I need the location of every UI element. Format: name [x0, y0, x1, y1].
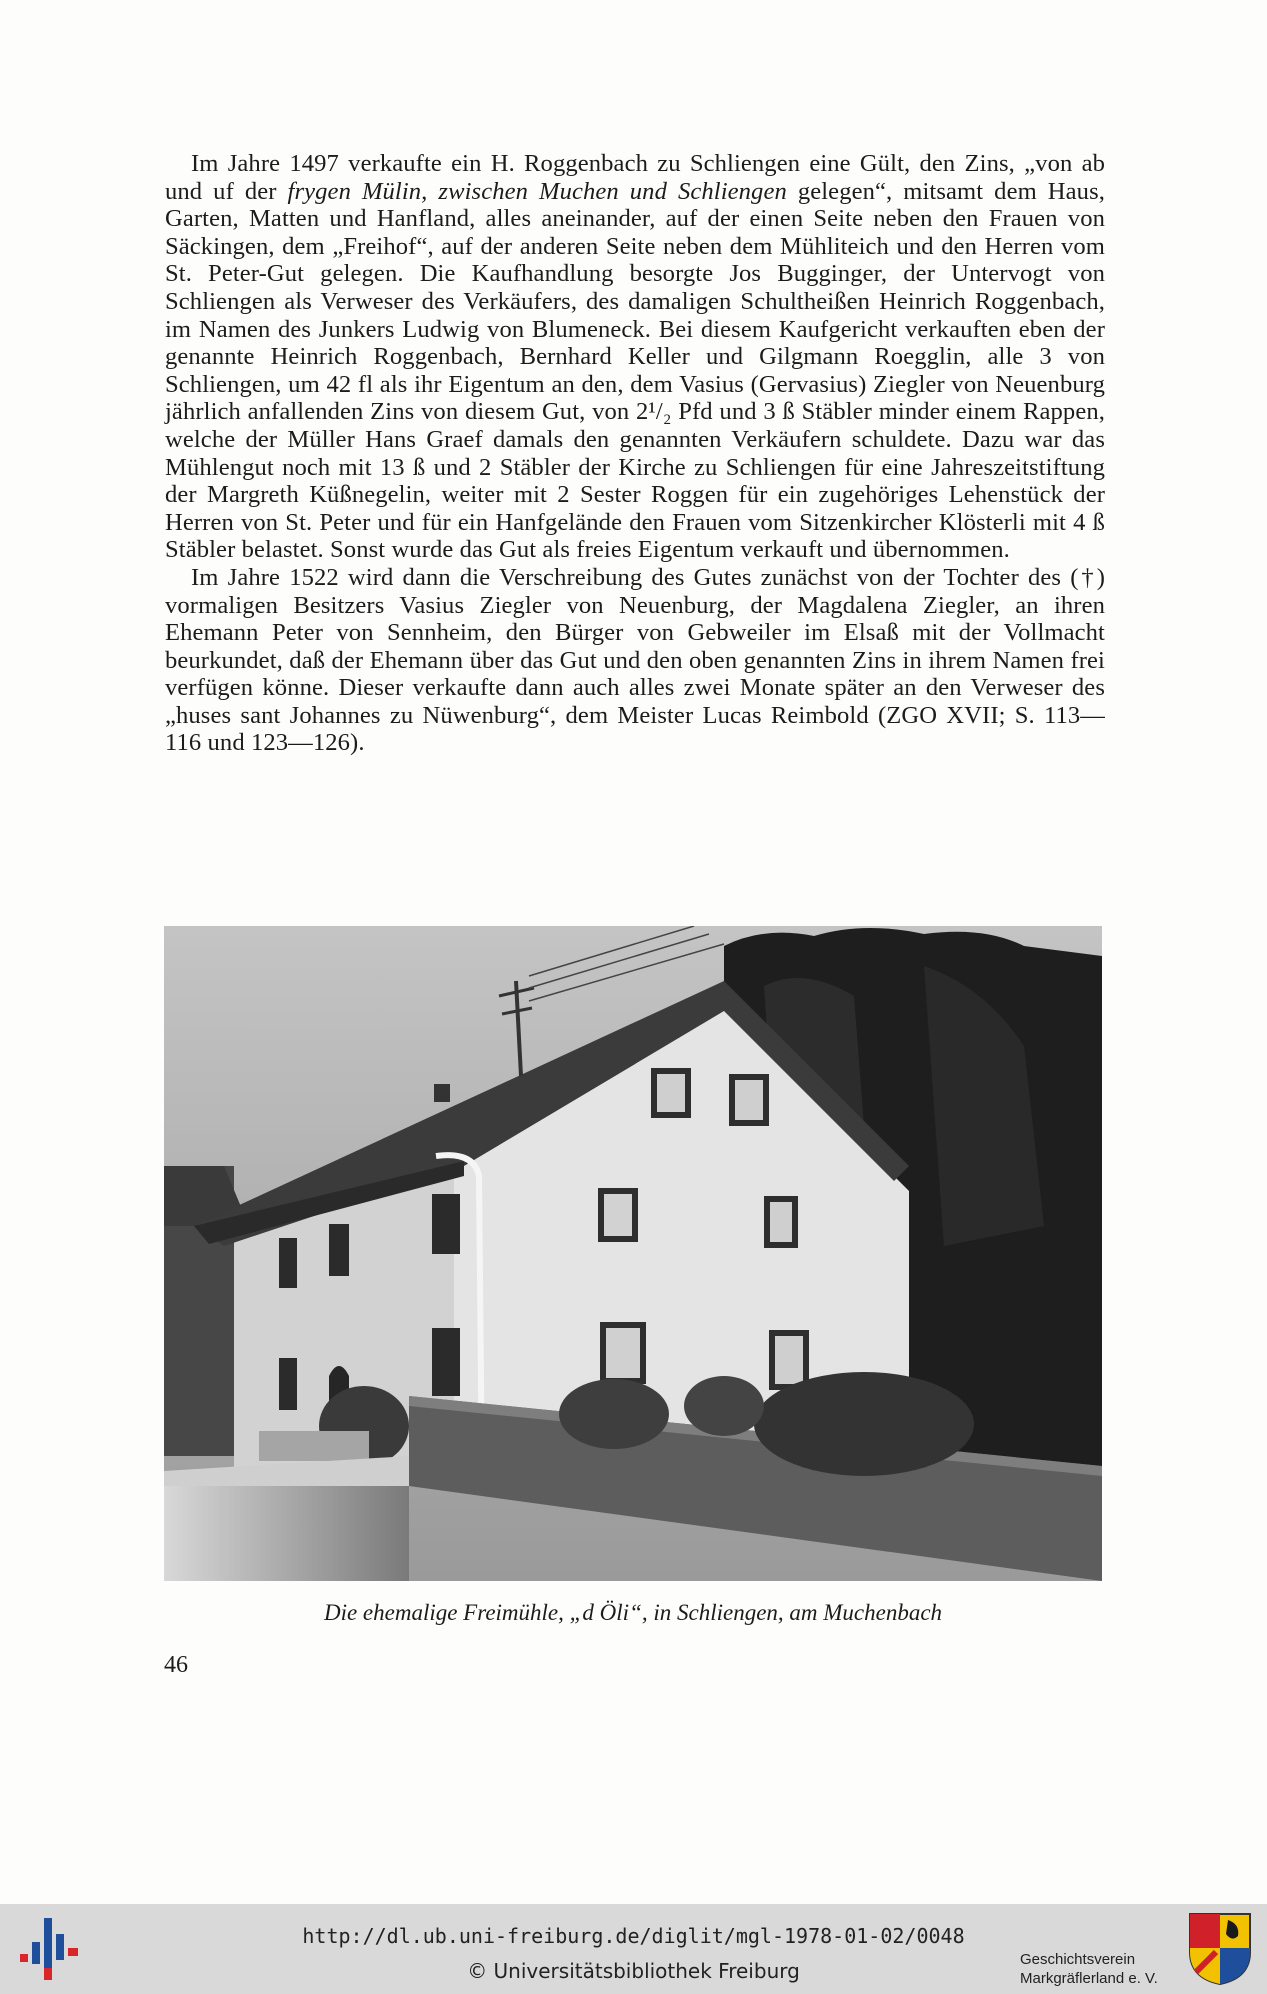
society-name-line-2: Markgräflerland e. V.: [1020, 1970, 1158, 1987]
society-name: [1020, 1950, 1180, 1988]
paragraph-1: [165, 150, 1105, 564]
mill-house-photo: [164, 926, 1102, 1581]
paragraph-1-text-a: Im Jahre 1497 verkaufte ein H. Roggenbach zu Schliengen eine Gült, den Zins, „von ab und uf der: [165, 150, 1105, 205]
society-name-line-1: Geschichtsverein: [1020, 1951, 1136, 1968]
document-url-link[interactable]: http://dl.ub.uni-freiburg.de/diglit/mgl-1978-01-02/0048: [302, 1924, 965, 1948]
paragraph-2: Im Jahre 1522 wird dann die Verschreibung des Gutes zunächst von der Tochter des (†) vormaligen Besitzers Vasius Ziegler von Neuenburg, der Magdalena Ziegler, an ihren Ehemann Peter von Sennheim, den Bürger von Gebweiler im Elsaß mit der Vollmacht beurkundet, daß der Ehemann über das Gut und den oben genannten Zins in ihrem Namen frei verfügen könne. Dieser verkaufte dann auch alles zwei Monate später an den Verweser des „huses sant Johannes zu Nüwenburg“, dem Meister Lucas Reimbold (ZGO XVII; S. 113—116 und 123—126).: [165, 563, 1105, 757]
copyright-text: © Universitätsbibliothek Freiburg: [467, 1959, 800, 1983]
photo-caption: Die ehemalige Freimühle, „d Öli“, in Schliengen, am Muchenbach: [323, 1600, 943, 1625]
paragraph-1-text-b: gelegen“, mitsamt dem Haus, Garten, Matten und Hanfland, alles aneinander, auf der einen Seite neben den Frauen von Säckingen, dem „Freihof“, auf der anderen Seite neben dem Mühliteich und den Herren vom St. Peter-Gut gelegen. Die Kaufhandlung besorgte Jos Bugginger, der Untervogt von Schliengen als Verweser des Verkäufers, des damaligen Schultheißen Heinrich Roggenbach, im Namen des Junkers Ludwig von Blumeneck. Bei diesem Kaufgericht verkauften eben der genannte Heinrich Roggenbach, Bernhard Keller und Gilgmann Roegglin, alle 3 von Schliengen, um 42 fl als ihr Eigentum an den, dem Vasius (Gervasius) Ziegler von Neuenburg jährlich anfallenden Zins von diesem Gut, von 2¹/₂ Pfd und 3 ß Stäbler minder einem Rappen, welche der Müller Hans Graef damals den genannten Verkäufern schuldete. Dazu war das Mühlengut noch mit 13 ß und 2 Stäbler der Kirche zu Schliengen für eine Jahreszeitstiftung der Margreth Küßnegelin, weiter mit 2 Sester Roggen für ein zugehöriges Lehenstück der Herren von St. Peter und für ein Hanfgelände den Frauen vom Sitzenkircher Klösterli mit 4 ß Stäbler belastet. Sonst wurde das Gut als freies Eigentum verkauft und übernommen.: [165, 177, 1105, 564]
body-text: [165, 150, 1105, 757]
paragraph-1-italic: frygen Mülin, zwischen Muchen und Schliengen: [287, 177, 787, 205]
page-number: 46: [164, 1652, 188, 1678]
coat-of-arms-icon: [1188, 1912, 1252, 1986]
footer-bar: [0, 1904, 1267, 1994]
